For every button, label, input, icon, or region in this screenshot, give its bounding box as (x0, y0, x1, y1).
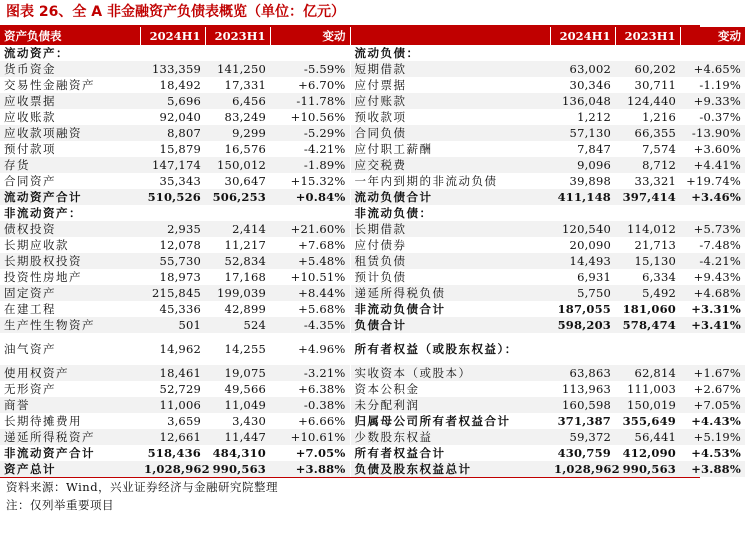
liability-value-2024h1: 39,898 (569, 174, 611, 188)
asset-change-pct: +7.68% (298, 238, 346, 252)
liability-value-2023h1: 412,090 (622, 446, 676, 460)
liability-change-pct: +4.65% (680, 61, 745, 77)
liability-item-name: 应付账款 (350, 93, 550, 109)
asset-change-pct: +15.32% (290, 174, 346, 188)
liability-value-2023h1: 7,574 (642, 142, 676, 156)
asset-value-2023h1: 11,049 (205, 397, 270, 413)
liability-value-2024h1: 371,387 (557, 414, 611, 428)
asset-item-name: 递延所得税资产 (0, 429, 140, 445)
asset-value-2023h1: 990,563 (205, 461, 270, 477)
liability-item-name: 租赁负债 (350, 253, 550, 269)
asset-value-2023h1: 9,299 (205, 125, 270, 141)
table-row (0, 157, 745, 173)
footnote: 注：仅列举重要项目 (6, 498, 114, 512)
asset-value-2024h1: 501 (140, 317, 205, 333)
liability-change-pct: -4.21% (680, 253, 745, 269)
asset-value-2024h1: 510,526 (140, 189, 205, 205)
liability-value-2023h1: 33,321 (634, 174, 676, 188)
source-note: 资料来源：Wind，兴业证券经济与金融研究院整理 (6, 480, 279, 494)
liability-item-name: 负债及股东权益总计 (350, 461, 550, 477)
table-row (0, 45, 745, 61)
table-row (0, 173, 745, 189)
asset-value-2024h1: 18,973 (159, 270, 201, 284)
liability-value-2023h1: 114,012 (615, 221, 680, 237)
asset-item-name: 生产性生物资产 (0, 317, 140, 333)
table-row (0, 189, 745, 205)
asset-change-pct: +10.61% (270, 429, 350, 445)
asset-change-pct: +6.70% (298, 78, 346, 92)
liability-item-name: 长期借款 (350, 221, 550, 237)
figure-title: 图表 26、全 A 非金融资产负债表概览（单位：亿元） (6, 4, 345, 20)
liability-value-2024h1: 57,130 (550, 125, 615, 141)
liability-item-name: 预计负债 (350, 269, 550, 285)
liability-change-pct: -0.37% (699, 110, 741, 124)
asset-value-2024h1: 518,436 (147, 446, 201, 460)
liability-value-2023h1: 62,814 (615, 365, 680, 381)
asset-change-pct (270, 45, 350, 61)
liability-value-2024h1: 120,540 (550, 221, 615, 237)
liability-item-name: 应交税费 (350, 157, 550, 173)
asset-item-name: 长期待摊费用 (4, 414, 82, 428)
asset-value-2023h1: 14,255 (224, 342, 266, 356)
liability-change-pct: +2.67% (693, 382, 741, 396)
asset-value-2023h1: 11,447 (205, 429, 270, 445)
asset-item-name: 债权投资 (0, 221, 140, 237)
asset-change-pct: +5.68% (298, 302, 346, 316)
liability-item-name: 预收款项 (350, 109, 550, 125)
table-row (0, 381, 745, 397)
asset-item-name: 使用权资产 (0, 365, 140, 381)
liability-change-pct: +3.41% (680, 317, 745, 333)
liability-value-2024h1: 430,759 (557, 446, 611, 460)
asset-item-name: 交易性金融资产 (4, 78, 95, 92)
asset-value-2023h1: 524 (205, 317, 270, 333)
liability-item-name: 未分配利润 (350, 397, 550, 413)
liability-change-pct: +3.88% (680, 461, 745, 477)
balance-sheet-table (0, 27, 745, 477)
asset-value-2024h1: 133,359 (140, 61, 205, 77)
liability-value-2024h1: 1,212 (577, 110, 611, 124)
liability-item-name: 实收资本（或股本） (350, 365, 550, 381)
liability-change-pct: +7.05% (680, 397, 745, 413)
asset-item-name: 应收账款 (4, 110, 56, 124)
asset-item-name: 非流动资产合计 (4, 446, 95, 460)
asset-change-pct: +3.88% (270, 461, 350, 477)
liability-change-pct (680, 205, 745, 221)
liability-value-2024h1: 63,863 (550, 365, 615, 381)
asset-change-pct: -4.35% (270, 317, 350, 333)
asset-value-2023h1: 2,414 (205, 221, 270, 237)
asset-change-pct: +21.60% (270, 221, 350, 237)
asset-item-name: 货币资金 (0, 61, 140, 77)
asset-item-name: 在建工程 (4, 302, 56, 316)
asset-change-pct: -11.78% (270, 93, 350, 109)
liability-item-name: 负债合计 (350, 317, 550, 333)
header-left-name: 资产负债表 (0, 27, 140, 45)
liability-change-pct: +4.68% (680, 285, 745, 301)
asset-value-2023h1: 506,253 (205, 189, 270, 205)
asset-change-pct: -4.21% (303, 142, 346, 156)
header-change-right: 变动 (718, 29, 741, 43)
asset-value-2023h1: 11,217 (224, 238, 266, 252)
asset-item-name: 固定资产 (0, 285, 140, 301)
liability-item-name: 合同负债 (350, 125, 550, 141)
header-2024h1: 2024H1 (140, 27, 205, 45)
liability-value-2024h1: 7,847 (577, 142, 611, 156)
table-row (0, 445, 745, 461)
liability-change-pct: +4.43% (691, 414, 741, 428)
liability-change-pct: +9.33% (680, 93, 745, 109)
asset-change-pct (270, 205, 350, 221)
asset-value-2023h1: 141,250 (205, 61, 270, 77)
liability-item-name: 非流动负债合计 (350, 301, 550, 317)
asset-value-2024h1: 18,461 (140, 365, 205, 381)
liability-value-2024h1: 59,372 (550, 429, 615, 445)
liability-value-2023h1: 150,019 (615, 397, 680, 413)
table-row (0, 205, 745, 221)
asset-value-2023h1 (205, 45, 270, 61)
table-row (0, 365, 745, 381)
table-row (0, 397, 745, 413)
liability-value-2023h1 (615, 333, 680, 365)
asset-value-2023h1 (205, 205, 270, 221)
liability-change-pct: +5.19% (680, 429, 745, 445)
asset-value-2024h1: 215,845 (140, 285, 205, 301)
asset-change-pct: +5.48% (270, 253, 350, 269)
asset-value-2023h1: 19,075 (205, 365, 270, 381)
asset-value-2024h1 (140, 45, 205, 61)
liability-change-pct: +9.43% (693, 270, 741, 284)
liability-change-pct: +3.31% (691, 302, 741, 316)
liability-value-2023h1: 990,563 (615, 461, 680, 477)
asset-item-name: 预付款项 (4, 142, 56, 156)
table-header-row (0, 27, 745, 45)
asset-value-2023h1: 3,430 (232, 414, 266, 428)
asset-item-name: 投资性房地产 (4, 270, 82, 284)
asset-value-2023h1: 17,331 (224, 78, 266, 92)
asset-change-pct: +6.38% (298, 382, 346, 396)
liability-item-name: 流动负债合计 (350, 189, 550, 205)
asset-item-name: 流动资产合计 (0, 189, 140, 205)
asset-item-name: 商誉 (0, 397, 140, 413)
liability-change-pct: -13.90% (680, 125, 745, 141)
asset-value-2023h1: 199,039 (205, 285, 270, 301)
asset-item-name: 应收款项融资 (0, 125, 140, 141)
liability-value-2023h1: 8,712 (615, 157, 680, 173)
header-2024h1-right: 2024H1 (550, 27, 615, 45)
table-row (0, 93, 745, 109)
liability-value-2024h1: 187,055 (557, 302, 611, 316)
asset-item-name: 非流动资产： (4, 206, 82, 220)
asset-item-name: 无形资产 (4, 382, 56, 396)
liability-value-2023h1: 397,414 (615, 189, 680, 205)
asset-value-2023h1: 16,576 (224, 142, 266, 156)
liability-item-name: 应付票据 (350, 77, 550, 93)
table-body (0, 45, 745, 477)
asset-value-2024h1: 15,879 (159, 142, 201, 156)
asset-value-2023h1: 30,647 (224, 174, 266, 188)
asset-value-2024h1 (140, 205, 205, 221)
liability-value-2023h1: 124,440 (615, 93, 680, 109)
asset-value-2023h1: 52,834 (205, 253, 270, 269)
table-row (0, 333, 745, 365)
asset-change-pct: +6.66% (298, 414, 346, 428)
asset-value-2024h1: 18,492 (159, 78, 201, 92)
liability-value-2023h1: 56,441 (615, 429, 680, 445)
asset-item-name: 长期应收款 (4, 238, 69, 252)
liability-value-2024h1: 113,963 (562, 382, 611, 396)
liability-change-pct: -1.19% (699, 78, 741, 92)
liability-change-pct: +4.41% (680, 157, 745, 173)
liability-value-2024h1: 160,598 (550, 397, 615, 413)
asset-item-name: 资产总计 (0, 461, 140, 477)
liability-change-pct: +4.53% (691, 446, 741, 460)
asset-item-name: 应收票据 (0, 93, 140, 109)
liability-item-name: 非流动负债： (350, 205, 550, 221)
asset-value-2024h1: 55,730 (140, 253, 205, 269)
liability-value-2024h1: 20,090 (569, 238, 611, 252)
asset-change-pct: -0.38% (270, 397, 350, 413)
asset-value-2023h1: 484,310 (212, 446, 266, 460)
liability-item-name: 一年内到期的非流动负债 (350, 173, 550, 189)
asset-value-2024h1: 8,807 (140, 125, 205, 141)
liability-value-2024h1: 598,203 (550, 317, 615, 333)
table-row (0, 461, 745, 477)
asset-value-2024h1: 92,040 (159, 110, 201, 124)
liability-item-name: 所有者权益合计 (350, 445, 550, 461)
table-row (0, 317, 745, 333)
table-row (0, 237, 745, 253)
liability-value-2024h1 (550, 205, 615, 221)
asset-change-pct: +8.44% (270, 285, 350, 301)
liability-value-2024h1: 136,048 (550, 93, 615, 109)
liability-value-2023h1: 578,474 (615, 317, 680, 333)
asset-item-name: 油气资产 (4, 342, 56, 356)
asset-value-2024h1: 12,078 (159, 238, 201, 252)
table-row (0, 221, 745, 237)
asset-change-pct: -1.89% (270, 157, 350, 173)
asset-value-2023h1: 42,899 (224, 302, 266, 316)
liability-value-2024h1: 1,028,962 (550, 461, 615, 477)
table-row (0, 125, 745, 141)
liability-value-2023h1: 6,334 (642, 270, 676, 284)
asset-change-pct: +7.05% (295, 446, 346, 460)
asset-item-name: 存货 (0, 157, 140, 173)
liability-value-2023h1 (615, 45, 680, 61)
asset-value-2023h1: 83,249 (224, 110, 266, 124)
liability-value-2024h1: 14,493 (550, 253, 615, 269)
asset-change-pct: +10.51% (290, 270, 346, 284)
table-row (0, 109, 745, 125)
liability-value-2023h1: 21,713 (634, 238, 676, 252)
asset-value-2024h1: 5,696 (140, 93, 205, 109)
asset-item-name: 合同资产 (4, 174, 56, 188)
liability-change-pct (680, 333, 745, 365)
liability-value-2024h1: 9,096 (550, 157, 615, 173)
liability-item-name: 流动负债： (350, 45, 550, 61)
liability-item-name: 所有者权益（或股东权益）： (350, 333, 550, 365)
table-row (0, 413, 745, 429)
liability-item-name: 应付职工薪酬 (350, 141, 550, 157)
table-row (0, 285, 745, 301)
asset-value-2024h1: 11,006 (140, 397, 205, 413)
liability-value-2024h1: 6,931 (577, 270, 611, 284)
asset-change-pct: -5.29% (270, 125, 350, 141)
asset-value-2024h1: 1,028,962 (140, 461, 205, 477)
asset-item-name: 长期股权投资 (0, 253, 140, 269)
liability-value-2024h1: 5,750 (550, 285, 615, 301)
table-row (0, 77, 745, 93)
asset-value-2024h1: 35,343 (159, 174, 201, 188)
asset-item-name: 流动资产： (4, 46, 69, 60)
liability-change-pct: -7.48% (699, 238, 741, 252)
liability-item-name: 资本公积金 (350, 381, 550, 397)
table-row (0, 141, 745, 157)
asset-change-pct: +0.84% (270, 189, 350, 205)
liability-value-2023h1: 5,492 (615, 285, 680, 301)
table-row (0, 253, 745, 269)
liability-change-pct: +19.74% (686, 174, 741, 188)
liability-value-2023h1: 181,060 (622, 302, 676, 316)
header-2023h1: 2023H1 (205, 27, 270, 45)
liability-value-2023h1: 15,130 (615, 253, 680, 269)
asset-value-2023h1: 150,012 (205, 157, 270, 173)
liability-value-2024h1: 411,148 (550, 189, 615, 205)
asset-value-2023h1: 6,456 (205, 93, 270, 109)
liability-value-2024h1 (550, 333, 615, 365)
liability-change-pct: +5.73% (680, 221, 745, 237)
liability-item-name: 应付债券 (350, 237, 550, 253)
liability-item-name: 递延所得税负债 (350, 285, 550, 301)
liability-value-2023h1: 1,216 (642, 110, 676, 124)
liability-value-2023h1: 60,202 (615, 61, 680, 77)
asset-change-pct: -3.21% (270, 365, 350, 381)
liability-change-pct: +3.46% (680, 189, 745, 205)
liability-change-pct (680, 45, 745, 61)
liability-item-name: 短期借款 (350, 61, 550, 77)
asset-value-2023h1: 49,566 (224, 382, 266, 396)
asset-change-pct: +4.96% (298, 342, 346, 356)
table-row (0, 429, 745, 445)
asset-value-2024h1: 45,336 (159, 302, 201, 316)
liability-value-2023h1: 66,355 (615, 125, 680, 141)
header-change: 变动 (270, 27, 350, 45)
asset-value-2024h1: 12,661 (140, 429, 205, 445)
asset-change-pct: +10.56% (290, 110, 346, 124)
liability-value-2023h1: 355,649 (622, 414, 676, 428)
header-2023h1-right: 2023H1 (615, 27, 680, 45)
asset-value-2024h1: 52,729 (159, 382, 201, 396)
table-row (0, 61, 745, 77)
liability-value-2024h1 (550, 45, 615, 61)
liability-item-name: 少数股东权益 (350, 429, 550, 445)
liability-item-name: 归属母公司所有者权益合计 (350, 413, 550, 429)
liability-change-pct: +1.67% (680, 365, 745, 381)
asset-change-pct: -5.59% (270, 61, 350, 77)
liability-value-2024h1: 63,002 (550, 61, 615, 77)
asset-value-2024h1: 14,962 (159, 342, 201, 356)
asset-value-2023h1: 17,168 (224, 270, 266, 284)
asset-value-2024h1: 147,174 (140, 157, 205, 173)
asset-value-2024h1: 2,935 (140, 221, 205, 237)
liability-value-2024h1: 30,346 (569, 78, 611, 92)
liability-value-2023h1: 30,711 (634, 78, 676, 92)
liability-change-pct: +3.60% (693, 142, 741, 156)
header-right-name (350, 27, 550, 45)
asset-value-2024h1: 3,659 (167, 414, 201, 428)
liability-value-2023h1 (615, 205, 680, 221)
table-row (0, 301, 745, 317)
liability-value-2023h1: 111,003 (627, 382, 676, 396)
table-row (0, 269, 745, 285)
